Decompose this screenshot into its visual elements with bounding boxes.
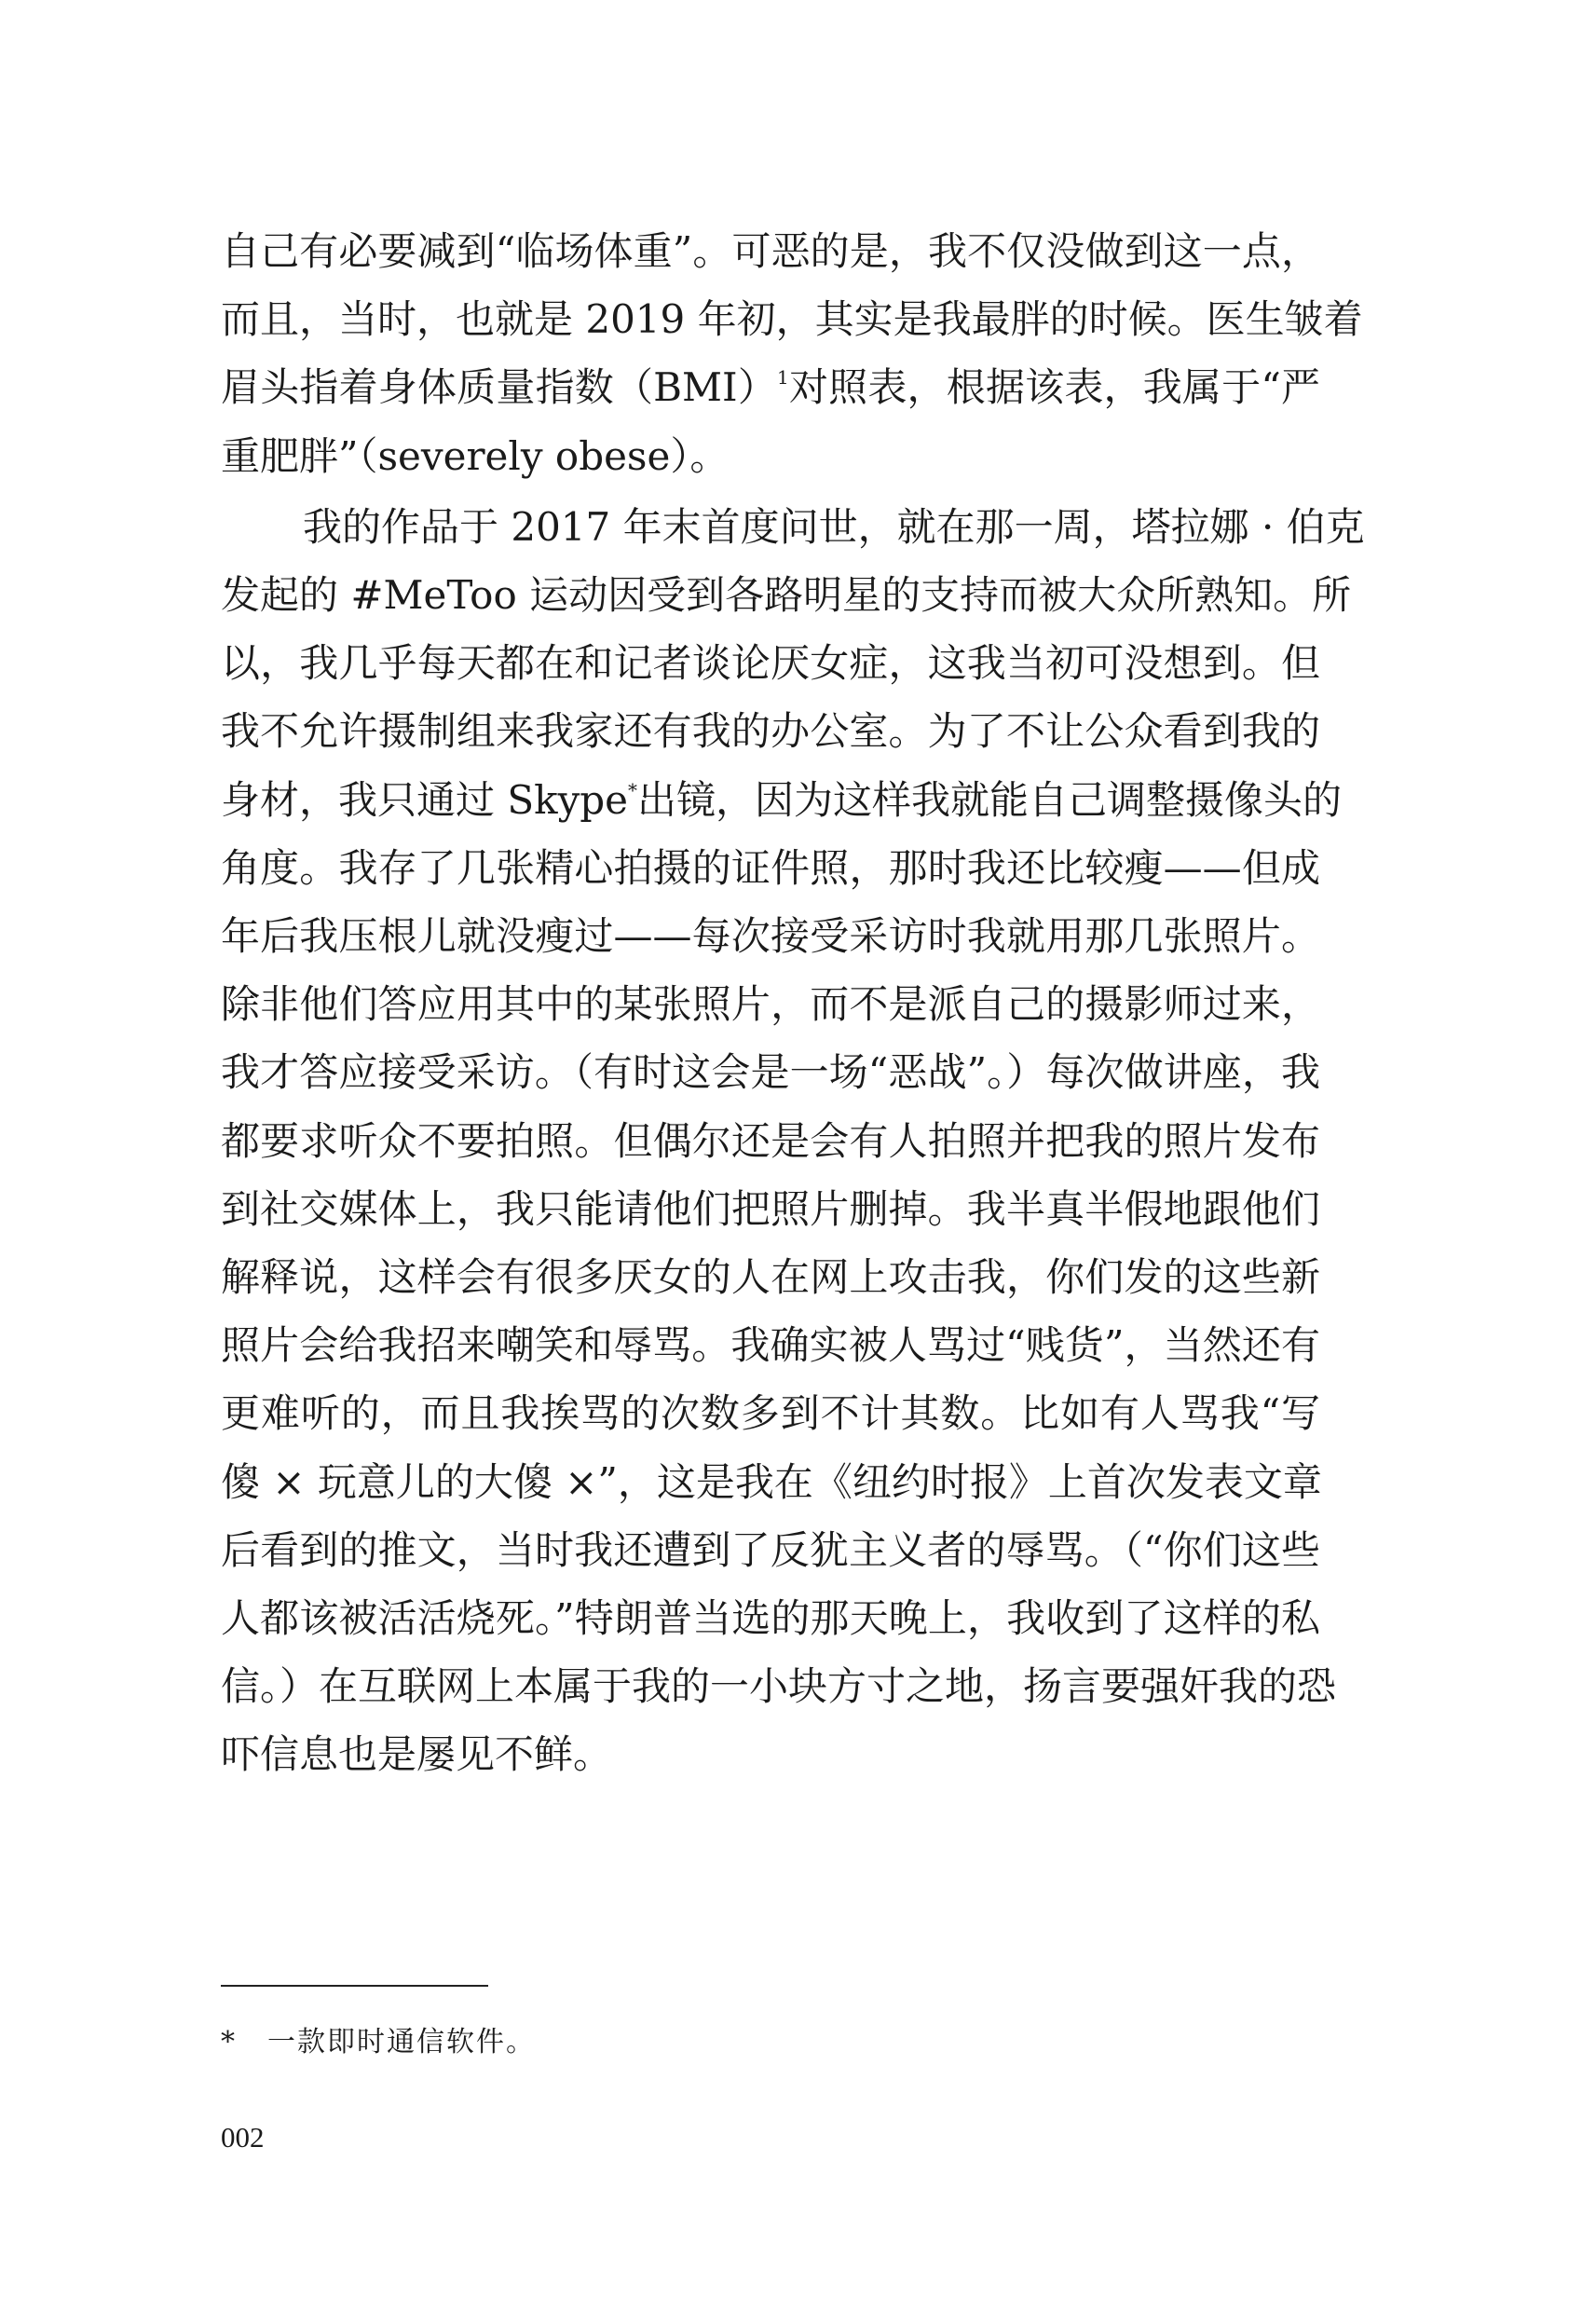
text-line: 我不允许摄制组来我家还有我的办公室。为了不让公众看到我的 <box>221 708 1320 755</box>
footnote-mark: * <box>221 2026 237 2058</box>
text-line: 到社交媒体上，我只能请他们把照片删掉。我半真半假地跟他们 <box>221 1185 1320 1232</box>
footnote-divider <box>221 1985 488 1987</box>
text-line: 发起的 #MeToo 运动因受到各路明星的支持而被大众所熟知。所 <box>221 572 1352 618</box>
footnote-text: 一款即时通信软件。 <box>267 2026 536 2058</box>
text-line: 后看到的推文，当时我还遭到了反犹主义者的辱骂。（“你们这些 <box>221 1526 1320 1573</box>
text-line: 更难听的，而且我挨骂的次数多到不计其数。比如有人骂我“写 <box>221 1390 1320 1437</box>
text-line: 重肥胖”（severely obese）。 <box>221 432 730 479</box>
footnote-reference: 1 <box>777 366 789 390</box>
line-segment: 出镜，因为这样我就能自己调整摄像头的 <box>637 776 1343 823</box>
text-line <box>221 358 1320 417</box>
text-line: 角度。我存了几张精心拍摄的证件照，那时我还比较瘦——但成 <box>221 844 1320 891</box>
text-line <box>221 771 1343 830</box>
text-line: 年后我压根儿就没瘦过——每次接受采访时我就用那几张照片。 <box>221 913 1320 959</box>
text-line: 都要求听众不要拍照。但偶尔还是会有人拍照并把我的照片发布 <box>221 1117 1320 1164</box>
text-line: 照片会给我招来嘲笑和辱骂。我确实被人骂过“贱货”，当然还有 <box>221 1322 1320 1369</box>
line-segment: 身材，我只通过 Skype <box>221 776 629 823</box>
footnote-reference: * <box>628 778 638 801</box>
text-line: 傻 × 玩意儿的大傻 ×”，这是我在《纽约时报》上首次发表文章 <box>221 1458 1322 1505</box>
footnote <box>221 2022 536 2063</box>
text-line: 自己有必要减到“临场体重”。可恶的是，我不仅没做到这一点， <box>221 228 1320 274</box>
text-line: 我的作品于 2017 年末首度问世，就在那一周，塔拉娜 · 伯克 <box>303 503 1365 550</box>
text-line: 而且，当时，也就是 2019 年初，其实是我最胖的时候。医生皱着 <box>221 296 1363 343</box>
line-segment: 对照表，根据该表，我属于“严 <box>788 364 1320 411</box>
text-line: 解释说，这样会有很多厌女的人在网上攻击我，你们发的这些新 <box>221 1254 1320 1300</box>
page-number: 002 <box>221 2121 265 2154</box>
text-line: 人都该被活活烧死。”特朗普当选的那天晚上，我收到了这样的私 <box>221 1595 1320 1641</box>
text-line: 我才答应接受采访。（有时这会是一场“恶战”。）每次做讲座，我 <box>221 1049 1320 1096</box>
text-line: 除非他们答应用其中的某张照片，而不是派自己的摄影师过来， <box>221 981 1320 1028</box>
text-line: 吓信息也是屡见不鲜。 <box>221 1731 613 1778</box>
text-line: 信。）在互联网上本属于我的一小块方寸之地，扬言要强奸我的恐 <box>221 1663 1337 1710</box>
line-segment: 眉头指着身体质量指数（BMI） <box>221 364 778 411</box>
text-line: 以，我几乎每天都在和记者谈论厌女症，这我当初可没想到。但 <box>221 640 1320 687</box>
